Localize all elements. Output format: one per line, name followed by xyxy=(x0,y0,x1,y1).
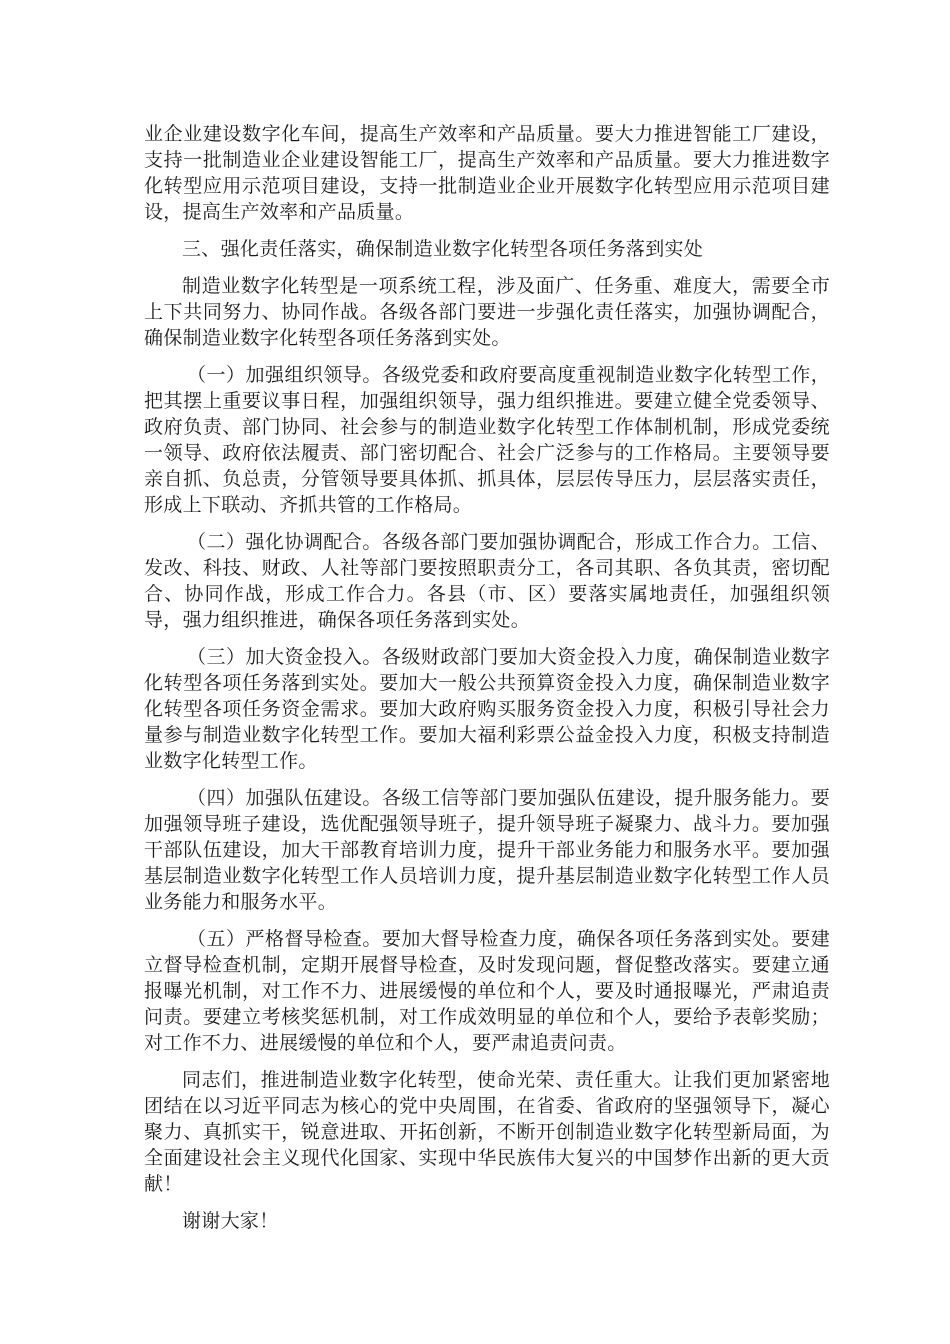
section-heading-3: 三、强化责任落实，确保制造业数字化转型各项任务落到实处 xyxy=(182,238,704,260)
paragraph-thanks: 谢谢大家！ xyxy=(182,1210,279,1232)
paragraph-item-4: （四）加强队伍建设。各级工信等部门要加强队伍建设，提升服务能力。要加强领导班子建设，选优配强领导班子，提升领导班子凝聚力、战斗力。要加强干部队伍建设，加大干部教育培训力度，提升干部业务能力和服务水平。要加强基层制造业数字化转型工作人员培训力度，提升基层制造业数字化转型工作人员业务能力和服务水平。 xyxy=(144,787,830,913)
paragraph-item-3: （三）加大资金投入。各级财政部门要加大资金投入力度，确保制造业数字化转型各项任务落到实处。要加大一般公共预算资金投入力度，确保制造业数字化转型各项任务资金需求。要加大政府购买服务资金投入力度，积极引导社会力量参与制造业数字化转型工作。要加大福利彩票公益金投入力度，积极支持制造业数字化转型工作。 xyxy=(144,646,830,772)
paragraph-item-1: （一）加强组织领导。各级党委和政府要高度重视制造业数字化转型工作，把其摆上重要议事日程，加强组织领导，强力组织推进。要建立健全党委领导、政府负责、部门协同、社会参与的制造业数字化转型工作体制机制，形成党委统一领导、政府依法履责、部门密切配合、社会广泛参与的工作格局。主要领导要亲自抓、负总责，分管领导要具体抓、抓具体，层层传导压力，层层落实责任，形成上下联动、齐抓共管的工作格局。 xyxy=(144,364,830,516)
paragraph-closing: 同志们，推进制造业数字化转型，使命光荣、责任重大。让我们更加紧密地团结在以习近平同志为核心的党中央周围，在省委、省政府的坚强领导下，凝心聚力、真抓实干，锐意进取、开拓创新，不断开创制造业数字化转型新局面，为全面建设社会主义现代化国家、实现中华民族伟大复兴的中国梦作出新的更大贡献！ xyxy=(144,1069,830,1195)
paragraph-continuation: 业企业建设数字化车间，提高生产效率和产品质量。要大力推进智能工厂建设，支持一批制造业企业建设智能工厂，提高生产效率和产品质量。要大力推进数字化转型应用示范项目建设，支持一批制造业企业开展数字化转型应用示范项目建设，提高生产效率和产品质量。 xyxy=(144,123,830,223)
paragraph-item-5: （五）严格督导检查。要加大督导检查力度，确保各项任务落到实处。要建立督导检查机制，定期开展督导检查，及时发现问题，督促整改落实。要建立通报曝光机制，对工作不力、进展缓慢的单位和个人，要及时通报曝光，严肃追责问责。要建立考核奖惩机制，对工作成效明显的单位和个人，要给予表彰奖励；对工作不力、进展缓慢的单位和个人，要严肃追责问责。 xyxy=(144,928,830,1054)
document-page xyxy=(144,121,830,1234)
paragraph-item-2: （二）强化协调配合。各级各部门要加强协调配合，形成工作合力。工信、发改、科技、财政、人社等部门要按照职责分工，各司其职、各负其责，密切配合、协同作战，形成工作合力。各县（市、区）要落实属地责任，加强组织领导，强力组织推进，确保各项任务落到实处。 xyxy=(144,531,830,631)
paragraph-intro: 制造业数字化转型是一项系统工程，涉及面广、任务重、难度大，需要全市上下共同努力、协同作战。各级各部门要进一步强化责任落实，加强协调配合，确保制造业数字化转型各项任务落到实处。 xyxy=(144,275,830,349)
